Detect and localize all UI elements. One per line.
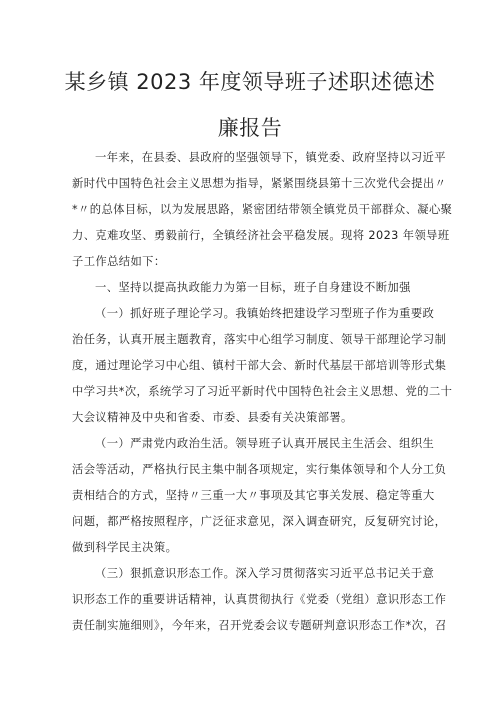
body-line: 责任制实施细则》，今年来，召开党委会议专题研判意识形态工作*次，召	[72, 619, 447, 632]
body-line: *〃的总体目标，以为发展思路，紧密团结带领全镇党员干部群众、凝心聚	[72, 203, 453, 216]
body-line: 力、克难攻坚、勇毅前行，全镇经济社会平稳发展。现将 2023 年领导班	[72, 229, 450, 242]
section-heading: 一、坚持以提高执政能力为第一目标，班子自身建设不断加强	[95, 281, 411, 294]
body-line: 活会等活动，严格执行民主集中制各项规定，实行集体领导和个人分工负	[72, 463, 447, 476]
body-line: 子工作总结如下：	[72, 255, 166, 268]
body-line: 责相结合的方式，坚持〃三重一大〃事项及其它事关发展、稳定等重大	[72, 489, 435, 502]
body-line: 识形态工作的重要讲话精神，认真贯彻执行《党委（党组）意识形态工作	[72, 593, 447, 606]
body-line: 大会议精神及中央和省委、市委、县委有关决策部署。	[72, 411, 353, 424]
body-line: 中学习共*次，系统学习了习近平新时代中国特色社会主义思想、党的二十	[72, 385, 453, 398]
body-line: 问题，都严格按照程序，广泛征求意见，深入调查研究，反复研究讨论，	[72, 515, 447, 528]
body-line: 一年来，在县委、县政府的坚强领导下，镇党委、政府坚持以习近平	[95, 151, 446, 164]
body-line: （一）抓好班子理论学习。我镇始终把建设学习型班子作为重要政	[95, 307, 435, 320]
body-line: 度，通过理论学习中心组、镇村干部大会、新时代基层干部培训等形式集	[72, 359, 447, 372]
body-line: 治任务，认真开展主题教育，落实中心组学习制度、领导干部理论学习制	[72, 333, 447, 346]
body-line: 新时代中国特色社会主义思想为指导，紧紧围绕县第十三次党代会提出〃	[72, 177, 447, 190]
document-title-line-1: 某乡镇 2023 年度领导班子述职述德述	[64, 70, 436, 94]
body-line: （一）严肃党内政治生活。领导班子认真开展民主生活会、组织生	[95, 437, 435, 450]
document-title-line-2: 廉报告	[217, 116, 283, 140]
body-line: 做到科学民主决策。	[72, 541, 178, 554]
body-line: （三）狠抓意识形态工作。深入学习贯彻落实习近平总书记关于意	[95, 567, 435, 580]
